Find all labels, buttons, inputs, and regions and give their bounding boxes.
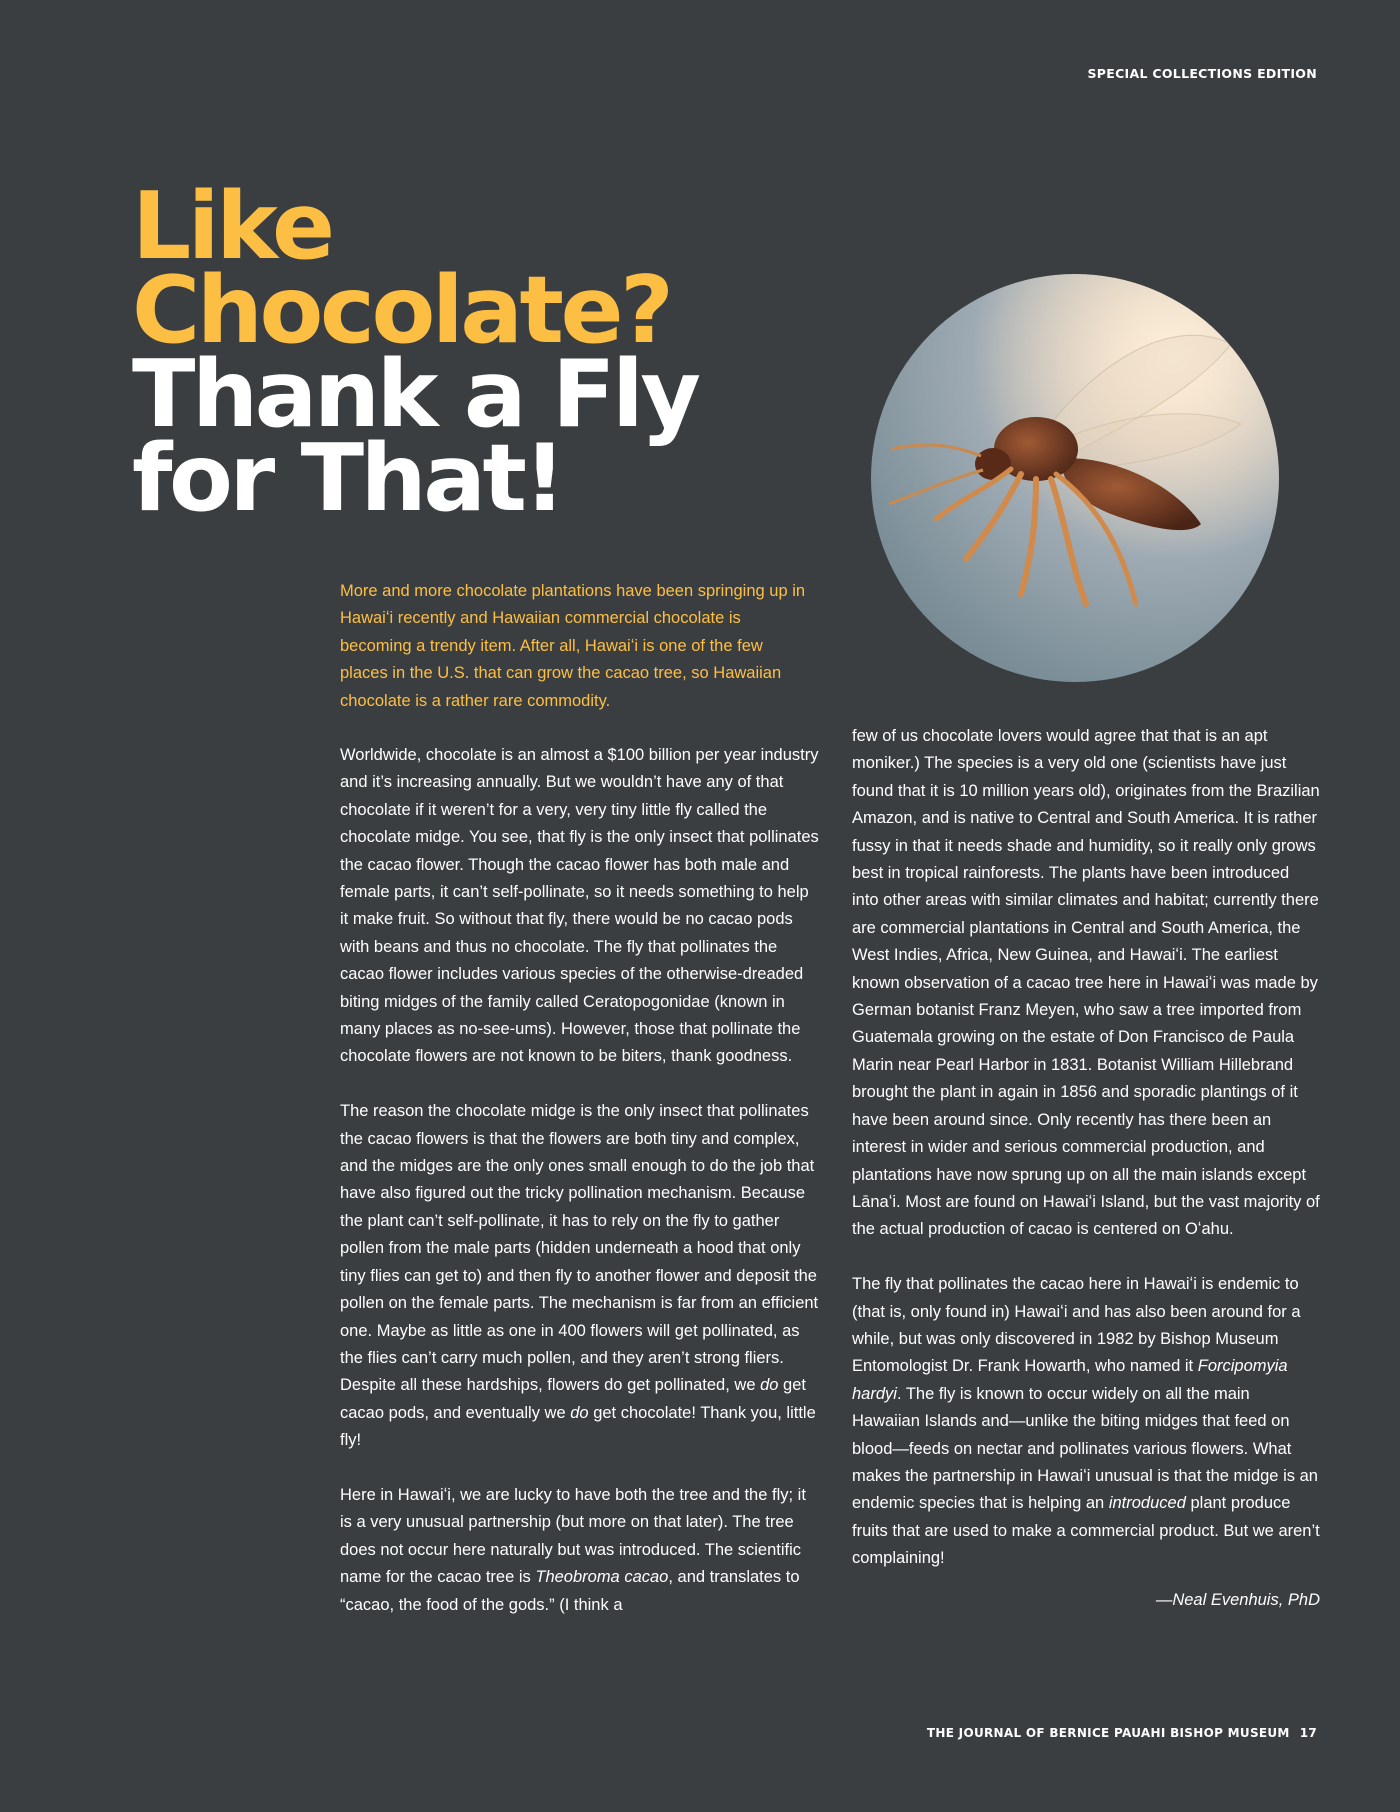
body-paragraph: The fly that pollinates the cacao here in Hawaiʻi is endemic to (that is, only found in) Hawaiʻi and has also been around for a while, but was only discovered in 1982 by Bishop Museum Entomologist Dr. Frank Howarth, who named it Forcipomyia hardyi. The fly is known to occur widely on all the main Hawaiian Islands and—unlike the biting midges that feed on blood—feeds on nectar and pollinates various flowers. What makes the partnership in Hawaiʻi unusual is that the midge is an endemic species that is helping an introduced plant produce fruits that are used to make a commercial product. But we aren’t complaining! — [852, 1275, 1320, 1568]
body-column-right — [852, 723, 1320, 1614]
headline-line-3: Thank a Fly — [132, 340, 698, 448]
author-byline: —Neal Evenhuis, PhD — [1155, 1590, 1320, 1609]
body-paragraph: Here in Hawaiʻi, we are lucky to have both the tree and the fly; it is a very unusual partnership (but more on that later). The tree does not occur here naturally but was introduced. The scientific name for the cacao tree is Theobroma cacao, and translates to “cacao, the food of the gods.” (I think a — [340, 1485, 806, 1614]
page-number: 17 — [1299, 1726, 1317, 1740]
headline-line-2: Chocolate? — [132, 256, 671, 364]
journal-name: THE JOURNAL OF BERNICE PAUAHI BISHOP MUSEUM — [926, 1726, 1290, 1740]
body-paragraph: The reason the chocolate midge is the only insect that pollinates the cacao flowers is that the flowers are both tiny and complex, and the midges are the only ones small enough to do the job that have also figured out the tricky pollination mechanism. Because the plant can’t self-pollinate, it has to rely on the fly to gather pollen from the male parts (hidden underneath a hood that only tiny flies can get to) and then fly to another flower and deposit the pollen on the female parts. The mechanism is far from an efficient one. Maybe as little as one in 400 flowers will get pollinated, as the flies can’t carry much pollen, and they aren’t strong fliers. Despite all these hardships, flowers do get pollinated, we do get cacao pods, and eventually we do get chocolate! Thank you, little fly! — [340, 1102, 819, 1450]
body-column-left — [340, 742, 820, 1646]
body-paragraph: few of us chocolate lovers would agree that that is an apt moniker.) The species is a very old one (scientists have just found that it is 10 million years old), originates from the Brazilian Amazon, and is native to Central and South America. It is rather fussy in that it needs shade and humidity, so it really only grows best in tropical rainforests. The plants have been introduced into other areas with similar climates and habitat; currently there are commercial plantations in Central and South America, the West Indies, Africa, New Guinea, and Hawaiʻi. The earliest known observation of a cacao tree here in Hawaiʻi was made by German botanist Franz Meyen, who saw a tree imported from Guatemala growing on the estate of Don Francisco de Paula Marin near Pearl Harbor in 1831. Botanist William Hillebrand brought the plant in again in 1856 and sporadic plantings of it have been around since. Only recently has there been an interest in wider and serious commercial production, and plantations have now sprung up on all the main islands except Lānaʻi. Most are found on Hawaiʻi Island, but the vast majority of the actual production of cacao is centered on Oʻahu. — [852, 727, 1320, 1239]
intro-paragraph: More and more chocolate plantations have been springing up in Hawaiʻi recently and Hawaiian commercial chocolate is becoming a trendy item. After all, Hawaiʻi is one of the few places in the U.S. that can grow the cacao tree, so Hawaiian chocolate is a rather rare commodity. — [340, 582, 806, 710]
headline-line-1: Like — [132, 172, 332, 280]
body-paragraph: Worldwide, chocolate is an almost a $100 billion per year industry and it’s increasing annually. But we wouldn’t have any of that chocolate if it weren’t for a very, very tiny little fly called the chocolate midge. You see, that fly is the only insect that pollinates the cacao flower. Though the cacao flower has both male and female parts, it can’t self-pollinate, so it needs something to help it make fruit. So without that fly, there would be no cacao pods with beans and thus no chocolate. The fly that pollinates the cacao flower includes various species of the otherwise-dreaded biting midges of the family called Ceratopogonidae (known in many places as no-see-ums). However, those that pollinate the chocolate flowers are not known to be biters, thank goodness. — [340, 746, 819, 1066]
headline-line-4: for That! — [132, 424, 563, 532]
headline — [132, 172, 752, 532]
edition-label: SPECIAL COLLECTIONS EDITION — [1087, 66, 1317, 81]
chocolate-midge-photo — [871, 274, 1279, 682]
page-footer — [927, 1726, 1317, 1740]
